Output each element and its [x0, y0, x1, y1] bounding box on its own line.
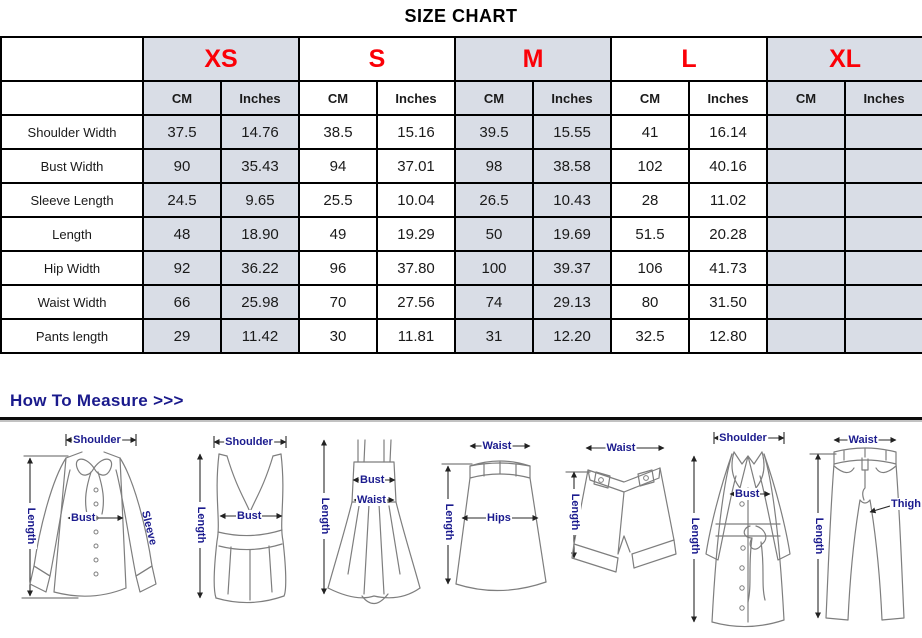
- row-label: Hip Width: [1, 251, 143, 285]
- bust-label: Bust: [735, 488, 760, 500]
- row-label: Length: [1, 217, 143, 251]
- size-header-xl: XL: [767, 37, 922, 81]
- value-cell: [767, 149, 845, 183]
- value-cell: [767, 285, 845, 319]
- value-cell: 37.01: [377, 149, 455, 183]
- value-cell: 26.5: [455, 183, 533, 217]
- row-label: Sleeve Length: [1, 183, 143, 217]
- value-cell: 36.22: [221, 251, 299, 285]
- value-cell: 102: [611, 149, 689, 183]
- value-cell: 41: [611, 115, 689, 149]
- value-cell: 10.04: [377, 183, 455, 217]
- value-cell: 20.28: [689, 217, 767, 251]
- value-cell: [767, 319, 845, 353]
- size-table-body: [1, 115, 922, 353]
- value-cell: 11.42: [221, 319, 299, 353]
- chevrons-icon: >>>: [153, 391, 184, 410]
- value-cell: 38.58: [533, 149, 611, 183]
- value-cell: 35.43: [221, 149, 299, 183]
- shoulder-label: Shoulder: [719, 432, 767, 444]
- size-header-xs: XS: [143, 37, 299, 81]
- value-cell: 96: [299, 251, 377, 285]
- row-label: Waist Width: [1, 285, 143, 319]
- table-row: [1, 285, 922, 319]
- value-cell: 41.73: [689, 251, 767, 285]
- figure-blouse: [8, 426, 186, 638]
- section-divider: [0, 417, 922, 420]
- unit-cm: CM: [455, 81, 533, 115]
- figure-tank-top: [186, 426, 312, 638]
- row-label: Bust Width: [1, 149, 143, 183]
- value-cell: [845, 251, 922, 285]
- shoulder-label: Shoulder: [73, 434, 121, 446]
- figure-skirt: [434, 426, 560, 638]
- value-cell: [845, 319, 922, 353]
- waist-label: Waist: [482, 440, 512, 452]
- value-cell: 31: [455, 319, 533, 353]
- value-cell: 94: [299, 149, 377, 183]
- unit-cm: CM: [143, 81, 221, 115]
- size-header-s: S: [299, 37, 455, 81]
- bust-label: Bust: [237, 510, 262, 522]
- value-cell: [767, 115, 845, 149]
- value-cell: 18.90: [221, 217, 299, 251]
- value-cell: 48: [143, 217, 221, 251]
- unit-inches: Inches: [533, 81, 611, 115]
- value-cell: 19.29: [377, 217, 455, 251]
- unit-inches: Inches: [845, 81, 922, 115]
- value-cell: 31.50: [689, 285, 767, 319]
- value-cell: 37.80: [377, 251, 455, 285]
- figure-shorts: [560, 426, 682, 638]
- hips-label: Hips: [487, 512, 511, 524]
- unit-cm: CM: [611, 81, 689, 115]
- value-cell: 11.81: [377, 319, 455, 353]
- thigh-label: Thigh: [891, 498, 921, 510]
- heading-text: How To Measure: [10, 391, 149, 410]
- value-cell: 30: [299, 319, 377, 353]
- length-label: Length: [195, 502, 207, 548]
- value-cell: [767, 251, 845, 285]
- figure-dress: [312, 426, 434, 638]
- value-cell: 40.16: [689, 149, 767, 183]
- length-label: Length: [25, 503, 37, 549]
- size-header-m: M: [455, 37, 611, 81]
- length-label: Length: [689, 513, 701, 559]
- table-row: [1, 115, 922, 149]
- table-row: [1, 319, 922, 353]
- figure-pants: [804, 426, 922, 638]
- figure-coat: [682, 426, 804, 638]
- value-cell: 70: [299, 285, 377, 319]
- value-cell: [845, 115, 922, 149]
- value-cell: 15.55: [533, 115, 611, 149]
- value-cell: 74: [455, 285, 533, 319]
- value-cell: 12.80: [689, 319, 767, 353]
- value-cell: 32.5: [611, 319, 689, 353]
- value-cell: 11.02: [689, 183, 767, 217]
- value-cell: 98: [455, 149, 533, 183]
- length-label: Length: [813, 513, 825, 559]
- value-cell: 24.5: [143, 183, 221, 217]
- row-label: Shoulder Width: [1, 115, 143, 149]
- corner-cell: [1, 81, 143, 115]
- waist-label: Waist: [357, 494, 386, 506]
- value-cell: 29.13: [533, 285, 611, 319]
- value-cell: 39.5: [455, 115, 533, 149]
- unit-header-row: [1, 81, 922, 115]
- size-table: [0, 36, 922, 354]
- value-cell: 66: [143, 285, 221, 319]
- value-cell: 90: [143, 149, 221, 183]
- value-cell: 12.20: [533, 319, 611, 353]
- measure-figures: [0, 426, 922, 638]
- value-cell: [845, 149, 922, 183]
- unit-cm: CM: [299, 81, 377, 115]
- table-row: [1, 217, 922, 251]
- shoulder-label: Shoulder: [225, 436, 273, 448]
- bust-label: Bust: [360, 474, 385, 486]
- size-header-l: L: [611, 37, 767, 81]
- value-cell: 19.69: [533, 217, 611, 251]
- sleeve-label: Sleeve: [138, 509, 160, 547]
- value-cell: 27.56: [377, 285, 455, 319]
- unit-inches: Inches: [377, 81, 455, 115]
- length-label: Length: [443, 499, 455, 545]
- value-cell: 37.5: [143, 115, 221, 149]
- value-cell: 39.37: [533, 251, 611, 285]
- waist-label: Waist: [848, 434, 878, 446]
- value-cell: 9.65: [221, 183, 299, 217]
- value-cell: 49: [299, 217, 377, 251]
- value-cell: 29: [143, 319, 221, 353]
- value-cell: 15.16: [377, 115, 455, 149]
- table-row: [1, 149, 922, 183]
- table-row: [1, 183, 922, 217]
- value-cell: 80: [611, 285, 689, 319]
- value-cell: 50: [455, 217, 533, 251]
- value-cell: 106: [611, 251, 689, 285]
- corner-cell: [1, 37, 143, 81]
- size-header-row: [1, 37, 922, 81]
- value-cell: 28: [611, 183, 689, 217]
- unit-cm: CM: [767, 81, 845, 115]
- row-label: Pants length: [1, 319, 143, 353]
- page-title: SIZE CHART: [404, 6, 518, 26]
- unit-inches: Inches: [221, 81, 299, 115]
- value-cell: [845, 217, 922, 251]
- bust-label: Bust: [71, 512, 96, 524]
- how-to-measure-heading: [10, 391, 184, 411]
- waist-label: Waist: [606, 442, 636, 454]
- value-cell: [845, 285, 922, 319]
- table-row: [1, 251, 922, 285]
- value-cell: 92: [143, 251, 221, 285]
- unit-inches: Inches: [689, 81, 767, 115]
- value-cell: 25.5: [299, 183, 377, 217]
- value-cell: [767, 183, 845, 217]
- value-cell: 10.43: [533, 183, 611, 217]
- length-label: Length: [569, 489, 581, 535]
- value-cell: 100: [455, 251, 533, 285]
- value-cell: 14.76: [221, 115, 299, 149]
- value-cell: [845, 183, 922, 217]
- value-cell: 16.14: [689, 115, 767, 149]
- length-label: Length: [319, 493, 331, 539]
- value-cell: [767, 217, 845, 251]
- value-cell: 25.98: [221, 285, 299, 319]
- value-cell: 38.5: [299, 115, 377, 149]
- value-cell: 51.5: [611, 217, 689, 251]
